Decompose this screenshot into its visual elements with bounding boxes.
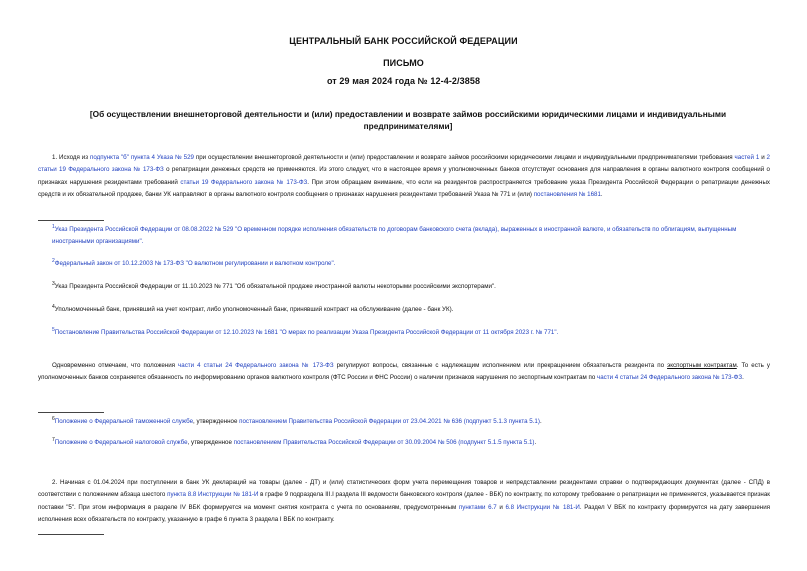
paragraph-1: [38, 152, 770, 202]
paragraph-text: в графе 9 подраздела III.I раздела III ведомости банковского контроля (далее - ВБК) по контракту, по которому требование о репатриации не применяется, указывается признак поставки "5". При этом информация в разделе IV ВБК формируется на момент снятия контракта с учета по основаниям, предусмотренным: [38, 491, 770, 511]
law-link[interactable]: частей 1: [734, 154, 760, 161]
regulation-link[interactable]: Положение о Федеральной таможенной службе: [54, 418, 194, 425]
footnote-divider: [38, 412, 104, 413]
paragraph-text: .: [600, 191, 603, 199]
paragraph-2: [38, 360, 770, 385]
document-date-number: от 29 мая 2024 года № 12-4-2/3858: [326, 76, 481, 86]
footnote-1[interactable]: [52, 224, 770, 249]
footnote-text: .: [534, 439, 537, 446]
footnote-2[interactable]: [52, 258, 770, 270]
issuer-title: ЦЕНТРАЛЬНЫЙ БАНК РОССИЙСКОЙ ФЕДЕРАЦИИ: [289, 36, 518, 46]
footnote-text: , утвержденное: [187, 439, 234, 446]
footnote-text: .: [539, 418, 542, 425]
footnote-4: [52, 304, 770, 316]
paragraph-text: . То есть у уполномоченных банков сохраняется обязанность по информированию органов валютного контроля (ФТС России и ФНС России) о наличии признаков нарушения по экспортным контрактам по: [38, 362, 770, 382]
resolution-link[interactable]: постановлением Правительства Российской Федерации от 23.04.2021 № 636 (подпункт 5.1.3 пункта 5.1): [239, 418, 540, 425]
paragraph-text: 1. Исходя из: [52, 154, 90, 161]
law-link[interactable]: 2 статьи 19 Федерального закона № 173-ФЗ: [38, 154, 770, 174]
footnote-marker: 1: [52, 223, 55, 230]
footnote-marker: 5: [52, 326, 55, 333]
instruction-link[interactable]: пункта 8.8 Инструкции № 181-И: [167, 491, 259, 499]
footnote-5[interactable]: [52, 327, 770, 339]
footnote-text: Федеральный закон от 10.12.2003 № 173-ФЗ "О валютном регулировании и валютном контроле".: [54, 260, 336, 267]
footnote-3: [52, 281, 770, 293]
paragraph-3: [38, 477, 770, 527]
contracts-link[interactable]: экспортным контрактам: [667, 362, 737, 369]
resolution-link[interactable]: постановлением Правительства Российской Федерации от 30.09.2004 № 506 (подпункт 5.1.5 пункта 5.1): [233, 439, 535, 446]
footnote-marker: 7: [52, 436, 55, 443]
law-link[interactable]: статьи 19 Федерального закона № 173-ФЗ: [180, 178, 308, 186]
paragraph-text: о репатриации денежных средств не применяются. Из этого следует, что в настоящее время у уполномоченных банков отсутствует основания для направления в органы валютного контроля сообщений о признаках нарушения резидентами требований: [38, 166, 770, 186]
paragraph-text: . Раздел V ВБК по контракту формируется на дату завершения исполнения всех обязательств по контракту, указанную в графе 6 пункта 3 раздела I ВБК по контракту.: [38, 503, 770, 524]
paragraph-text: при осуществлении внешнеторговой деятельности и (или) предоставлении и возврате займов российскими юридическими лицами и индивидуальными предпринимателями требования: [193, 154, 735, 161]
paragraph-text: .: [742, 374, 744, 382]
footnote-marker: 2: [52, 257, 55, 264]
law-link[interactable]: части 4 статьи 24 Федерального закона № 173-ФЗ: [178, 362, 334, 369]
footnote-marker: 4: [52, 303, 55, 310]
document-subject: [Об осуществлении внешнеторговой деятельности и (или) предоставлении и возврате займов российскими юридическими лицами и индивидуальными предпринимателями]: [89, 109, 727, 131]
footnote-text: Уполномоченный банк, принявший на учет контракт, либо уполномоченный банк, принявший контракт на обслуживание (далее - банк УК).: [54, 306, 454, 313]
footnote-6: [52, 416, 770, 428]
paragraph-text: . При этом обращаем внимание, что если на резидентов распространяется требование указа Президента Российской Федерации о репатриации денежных средств и их обязательной продаже, банки УК направляют в органы валютного контроля сообщения о признаках нарушения резидентами требований Указа № 771 и (или): [38, 178, 770, 199]
law-link[interactable]: части 4 статьи 24 Федерального закона № 173-ФЗ: [597, 374, 743, 382]
paragraph-text: регулируют вопросы, связанные с надлежащим исполнением или прекращением обязательств резидента по: [333, 362, 668, 369]
law-link[interactable]: постановления № 1681: [533, 191, 601, 199]
instruction-link[interactable]: пунктами 6.7: [458, 503, 497, 511]
footnote-text: Указ Президента Российской Федерации от 08.08.2022 № 529 "О временном порядке исполнения обязательств по договорам банковского счета (вклада), выраженных в иностранной валюте, и обязательств по облигациям, выпущенным иностранными организациями".: [52, 226, 737, 246]
footnote-text: Указ Президента Российской Федерации от 11.10.2023 № 771 "Об обязательной продаже иностранной валюты некоторыми российскими экспортерами".: [54, 283, 496, 290]
law-link[interactable]: подпункта "б" пункта 4 Указа № 529: [89, 154, 194, 161]
footnote-divider: [38, 220, 104, 221]
paragraph-text: Одновременно отмечаем, что положения: [52, 362, 179, 369]
footnote-divider: [38, 534, 104, 535]
footnote-text: , утвержденное: [193, 418, 240, 425]
footnote-text: Постановление Правительства Российской Федерации от 12.10.2023 № 1681 "О мерах по реализации Указа Президента Российской Федерации от 11 октября 2023 г. № 771".: [54, 329, 559, 336]
footnote-marker: 3: [52, 280, 55, 287]
paragraph-text: и: [496, 503, 506, 511]
instruction-link[interactable]: 6.8 Инструкции № 181-И: [505, 503, 580, 511]
paragraph-text: 2. Начиная с 01.04.2024 при поступлении в банк УК деклараций на товары (далее - ДТ) и (или) статистических форм учета перемещения товаров и непредставлении резидентами справки о подтверждающих документах (далее - СПД) в соответствии с положением абзаца шестого: [38, 479, 770, 499]
footnote-marker: 6: [52, 415, 55, 422]
regulation-link[interactable]: Положение о Федеральной налоговой службе: [54, 439, 188, 446]
footnote-7: [52, 437, 770, 449]
paragraph-text: и: [759, 154, 767, 161]
document-type: ПИСЬМО: [383, 58, 424, 68]
